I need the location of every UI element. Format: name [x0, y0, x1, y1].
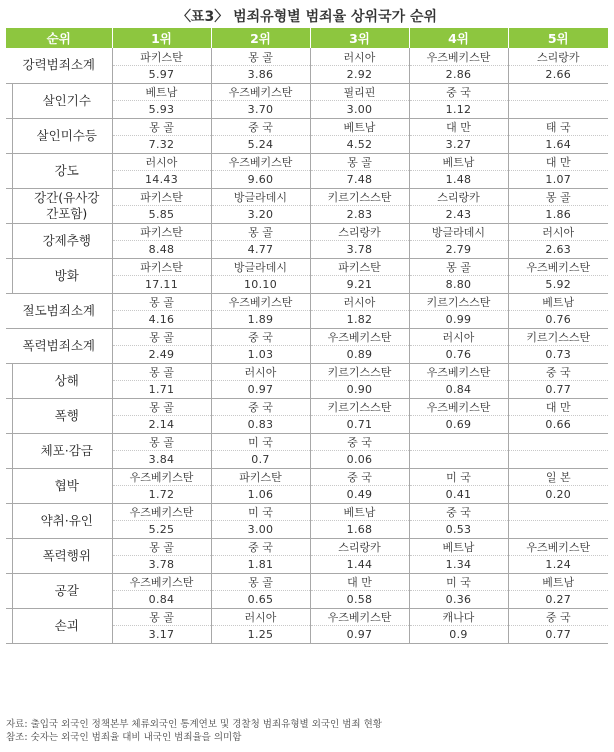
rate-value-cell: 2.83	[310, 206, 409, 224]
rate-value-cell: 0.84	[409, 381, 508, 399]
header-rank-5: 5위	[508, 28, 608, 48]
country-row	[6, 188, 608, 206]
rate-value-cell: 0.49	[310, 486, 409, 504]
rate-value-cell: 3.27	[409, 136, 508, 154]
rate-value-cell: 3.17	[112, 626, 211, 644]
country-cell: 키르기스스탄	[310, 188, 409, 206]
rate-value-cell: 1.68	[310, 521, 409, 539]
source-note: 자료: 출입국 외국인 정책본부 체류외국인 통계연보 및 경찰청 범죄유형별 외국인 범죄 현황	[6, 719, 382, 730]
category-label: 공갈	[6, 573, 112, 608]
rate-value-cell: 1.82	[310, 311, 409, 329]
rate-value-cell: 0.76	[508, 311, 608, 329]
country-cell	[409, 433, 508, 451]
rate-value-cell: 0.71	[310, 416, 409, 434]
rate-value-cell: 5.24	[211, 136, 310, 154]
country-row	[6, 608, 608, 626]
category-label: 상해	[6, 363, 112, 398]
rate-value-cell: 0.84	[112, 591, 211, 609]
country-cell: 대 만	[310, 573, 409, 591]
country-cell: 태 국	[508, 118, 608, 136]
rate-value-cell: 5.25	[112, 521, 211, 539]
rate-value-cell: 17.11	[112, 276, 211, 294]
country-cell: 방글라데시	[211, 258, 310, 276]
category-label: 방화	[6, 258, 112, 293]
country-cell	[508, 503, 608, 521]
rate-value-cell: 1.06	[211, 486, 310, 504]
country-cell: 우즈베키스탄	[112, 503, 211, 521]
country-cell: 대 만	[508, 398, 608, 416]
country-cell: 베트남	[112, 83, 211, 101]
rate-value-cell: 1.72	[112, 486, 211, 504]
rate-value-cell: 2.86	[409, 66, 508, 84]
rate-value-cell: 5.93	[112, 101, 211, 119]
rate-value-cell: 8.80	[409, 276, 508, 294]
country-cell: 대 만	[508, 153, 608, 171]
country-row	[6, 258, 608, 276]
header-rank: 순위	[6, 28, 112, 48]
country-cell: 베트남	[409, 538, 508, 556]
rate-value-cell: 4.16	[112, 311, 211, 329]
country-cell: 러시아	[310, 48, 409, 66]
country-cell: 우즈베키스탄	[409, 398, 508, 416]
category-label: 절도범죄소계	[6, 293, 112, 328]
rate-value-cell: 1.86	[508, 206, 608, 224]
rate-value-cell: 3.00	[211, 521, 310, 539]
country-row	[6, 223, 608, 241]
category-label-line: 강간(유사강	[34, 189, 100, 205]
country-cell: 대 만	[409, 118, 508, 136]
country-row	[6, 503, 608, 521]
country-cell: 몽 골	[211, 223, 310, 241]
rate-value-cell: 1.89	[211, 311, 310, 329]
country-cell: 중 국	[310, 468, 409, 486]
rate-value-cell: 9.60	[211, 171, 310, 189]
country-cell: 스리랑카	[508, 48, 608, 66]
country-row	[6, 83, 608, 101]
country-cell: 몽 골	[112, 398, 211, 416]
rate-value-cell: 9.21	[310, 276, 409, 294]
category-label: 손괴	[6, 608, 112, 643]
country-cell: 방글라데시	[409, 223, 508, 241]
category-label: 강력범죄소계	[6, 48, 112, 83]
country-row	[6, 118, 608, 136]
country-cell: 우즈베키스탄	[310, 328, 409, 346]
country-cell: 러시아	[211, 608, 310, 626]
rate-value-cell	[508, 451, 608, 469]
rate-value-cell: 5.97	[112, 66, 211, 84]
country-cell: 몽 골	[112, 608, 211, 626]
rate-value-cell: 5.92	[508, 276, 608, 294]
rate-value-cell: 0.89	[310, 346, 409, 364]
rate-value-cell: 2.63	[508, 241, 608, 259]
rate-value-cell: 0.83	[211, 416, 310, 434]
country-cell: 몽 골	[211, 48, 310, 66]
country-cell	[508, 433, 608, 451]
country-cell: 몽 골	[508, 188, 608, 206]
country-cell	[508, 83, 608, 101]
country-cell: 중 국	[409, 503, 508, 521]
rate-value-cell: 3.78	[310, 241, 409, 259]
country-cell: 미 국	[409, 468, 508, 486]
rate-value-cell: 0.97	[310, 626, 409, 644]
rate-value-cell: 5.85	[112, 206, 211, 224]
country-row	[6, 433, 608, 451]
rate-value-cell: 2.14	[112, 416, 211, 434]
rate-value-cell: 4.52	[310, 136, 409, 154]
country-cell: 키르기스스탄	[310, 398, 409, 416]
header-rank-2: 2위	[211, 28, 310, 48]
rate-value-cell: 1.48	[409, 171, 508, 189]
category-label-line: 간포함)	[46, 205, 88, 221]
rate-value-cell	[409, 451, 508, 469]
country-cell: 몽 골	[112, 363, 211, 381]
category-label: 약취·유인	[6, 503, 112, 538]
country-cell: 필리핀	[310, 83, 409, 101]
country-cell: 파키스탄	[112, 188, 211, 206]
country-cell: 우즈베키스탄	[211, 83, 310, 101]
rate-value-cell: 10.10	[211, 276, 310, 294]
rate-value-cell: 4.77	[211, 241, 310, 259]
rate-value-cell: 0.27	[508, 591, 608, 609]
country-cell: 중 국	[409, 83, 508, 101]
rate-value-cell: 1.03	[211, 346, 310, 364]
country-cell: 중 국	[211, 118, 310, 136]
rate-value-cell: 0.53	[409, 521, 508, 539]
country-row	[6, 153, 608, 171]
rate-value-cell: 0.41	[409, 486, 508, 504]
table-notes	[6, 719, 608, 745]
rate-value-cell: 7.48	[310, 171, 409, 189]
country-cell: 몽 골	[409, 258, 508, 276]
country-cell: 러시아	[211, 363, 310, 381]
country-row	[6, 573, 608, 591]
country-cell: 우즈베키스탄	[112, 573, 211, 591]
country-row	[6, 538, 608, 556]
country-cell: 우즈베키스탄	[409, 363, 508, 381]
country-cell: 몽 골	[112, 293, 211, 311]
category-label: 살인기수	[6, 83, 112, 118]
country-cell: 파키스탄	[112, 223, 211, 241]
header-rank-3: 3위	[310, 28, 409, 48]
rate-value-cell: 0.66	[508, 416, 608, 434]
country-cell: 중 국	[310, 433, 409, 451]
country-cell: 몽 골	[112, 328, 211, 346]
country-cell: 러시아	[112, 153, 211, 171]
country-cell: 러시아	[508, 223, 608, 241]
country-cell: 몽 골	[211, 573, 310, 591]
country-cell: 스리랑카	[409, 188, 508, 206]
rate-value-cell: 0.77	[508, 381, 608, 399]
table-title: 〈표3〉 범죄유형별 범죄율 상위국가 순위	[176, 9, 438, 25]
category-label: 폭력행위	[6, 538, 112, 573]
rate-value-cell: 0.9	[409, 626, 508, 644]
country-row	[6, 363, 608, 381]
country-cell: 중 국	[508, 608, 608, 626]
country-cell: 우즈베키스탄	[310, 608, 409, 626]
country-cell: 우즈베키스탄	[112, 468, 211, 486]
country-cell: 일 본	[508, 468, 608, 486]
country-cell: 몽 골	[112, 118, 211, 136]
country-cell: 베트남	[508, 573, 608, 591]
rate-value-cell: 0.90	[310, 381, 409, 399]
category-label: 폭력범죄소계	[6, 328, 112, 363]
rate-value-cell	[508, 101, 608, 119]
rate-value-cell: 3.78	[112, 556, 211, 574]
header-rank-1: 1위	[112, 28, 211, 48]
country-cell: 키르기스스탄	[409, 293, 508, 311]
country-cell: 미 국	[211, 433, 310, 451]
rate-value-cell: 14.43	[112, 171, 211, 189]
country-cell: 캐나다	[409, 608, 508, 626]
rate-value-cell: 0.36	[409, 591, 508, 609]
rate-value-cell: 0.69	[409, 416, 508, 434]
rate-value-cell: 1.64	[508, 136, 608, 154]
rate-value-cell: 1.25	[211, 626, 310, 644]
category-label: 살인미수등	[6, 118, 112, 153]
country-cell: 우즈베키스탄	[409, 48, 508, 66]
rate-value-cell	[508, 521, 608, 539]
rate-value-cell: 2.49	[112, 346, 211, 364]
rate-value-cell: 3.00	[310, 101, 409, 119]
country-cell: 중 국	[211, 328, 310, 346]
rate-value-cell: 0.06	[310, 451, 409, 469]
rate-value-cell: 3.84	[112, 451, 211, 469]
country-row	[6, 468, 608, 486]
rate-value-cell: 2.92	[310, 66, 409, 84]
country-cell: 우즈베키스탄	[211, 153, 310, 171]
category-label: 폭행	[6, 398, 112, 433]
category-label: 강도	[6, 153, 112, 188]
rate-value-cell: 0.76	[409, 346, 508, 364]
category-label	[6, 188, 112, 223]
rate-value-cell: 3.20	[211, 206, 310, 224]
rate-value-cell: 3.86	[211, 66, 310, 84]
rate-value-cell: 0.77	[508, 626, 608, 644]
category-label: 체포·감금	[6, 433, 112, 468]
header-rank-4: 4위	[409, 28, 508, 48]
country-cell: 우즈베키스탄	[508, 258, 608, 276]
rate-value-cell: 1.07	[508, 171, 608, 189]
rate-value-cell: 1.34	[409, 556, 508, 574]
country-cell: 몽 골	[310, 153, 409, 171]
country-cell: 우즈베키스탄	[211, 293, 310, 311]
country-row	[6, 293, 608, 311]
country-cell: 베트남	[310, 503, 409, 521]
country-cell: 파키스탄	[211, 468, 310, 486]
country-cell: 몽 골	[112, 433, 211, 451]
country-cell: 파키스탄	[310, 258, 409, 276]
rate-value-cell: 3.70	[211, 101, 310, 119]
crime-rate-ranking-table	[6, 28, 608, 644]
rate-value-cell: 0.97	[211, 381, 310, 399]
country-cell: 베트남	[508, 293, 608, 311]
country-cell: 키르기스스탄	[508, 328, 608, 346]
category-label: 강제추행	[6, 223, 112, 258]
country-row	[6, 328, 608, 346]
rate-value-cell: 0.73	[508, 346, 608, 364]
country-cell: 중 국	[211, 538, 310, 556]
country-cell: 파키스탄	[112, 48, 211, 66]
country-cell: 몽 골	[112, 538, 211, 556]
country-cell: 파키스탄	[112, 258, 211, 276]
country-cell: 베트남	[409, 153, 508, 171]
rate-value-cell: 1.12	[409, 101, 508, 119]
country-cell: 중 국	[211, 398, 310, 416]
country-row	[6, 48, 608, 66]
rate-value-cell: 1.24	[508, 556, 608, 574]
country-cell: 중 국	[508, 363, 608, 381]
reference-note: 참조: 숫자는 외국인 범죄율 대비 내국인 범죄율을 의미함	[6, 731, 242, 743]
rate-value-cell: 2.66	[508, 66, 608, 84]
rate-value-cell: 0.99	[409, 311, 508, 329]
rate-value-cell: 2.43	[409, 206, 508, 224]
country-cell: 스리랑카	[310, 223, 409, 241]
table-body	[6, 48, 608, 643]
rate-value-cell: 8.48	[112, 241, 211, 259]
rate-value-cell: 1.81	[211, 556, 310, 574]
rate-value-cell: 0.65	[211, 591, 310, 609]
rate-value-cell: 0.20	[508, 486, 608, 504]
header-row	[6, 28, 608, 48]
country-cell: 미 국	[211, 503, 310, 521]
country-cell: 우즈베키스탄	[508, 538, 608, 556]
country-cell: 방글라데시	[211, 188, 310, 206]
rate-value-cell: 0.58	[310, 591, 409, 609]
country-cell: 러시아	[409, 328, 508, 346]
rate-value-cell: 2.79	[409, 241, 508, 259]
country-cell: 미 국	[409, 573, 508, 591]
category-label: 협박	[6, 468, 112, 503]
rate-value-cell: 1.44	[310, 556, 409, 574]
country-cell: 키르기스스탄	[310, 363, 409, 381]
rate-value-cell: 7.32	[112, 136, 211, 154]
country-row	[6, 398, 608, 416]
rate-value-cell: 1.71	[112, 381, 211, 399]
country-cell: 스리랑카	[310, 538, 409, 556]
rate-value-cell: 0.7	[211, 451, 310, 469]
country-cell: 러시아	[310, 293, 409, 311]
country-cell: 베트남	[310, 118, 409, 136]
